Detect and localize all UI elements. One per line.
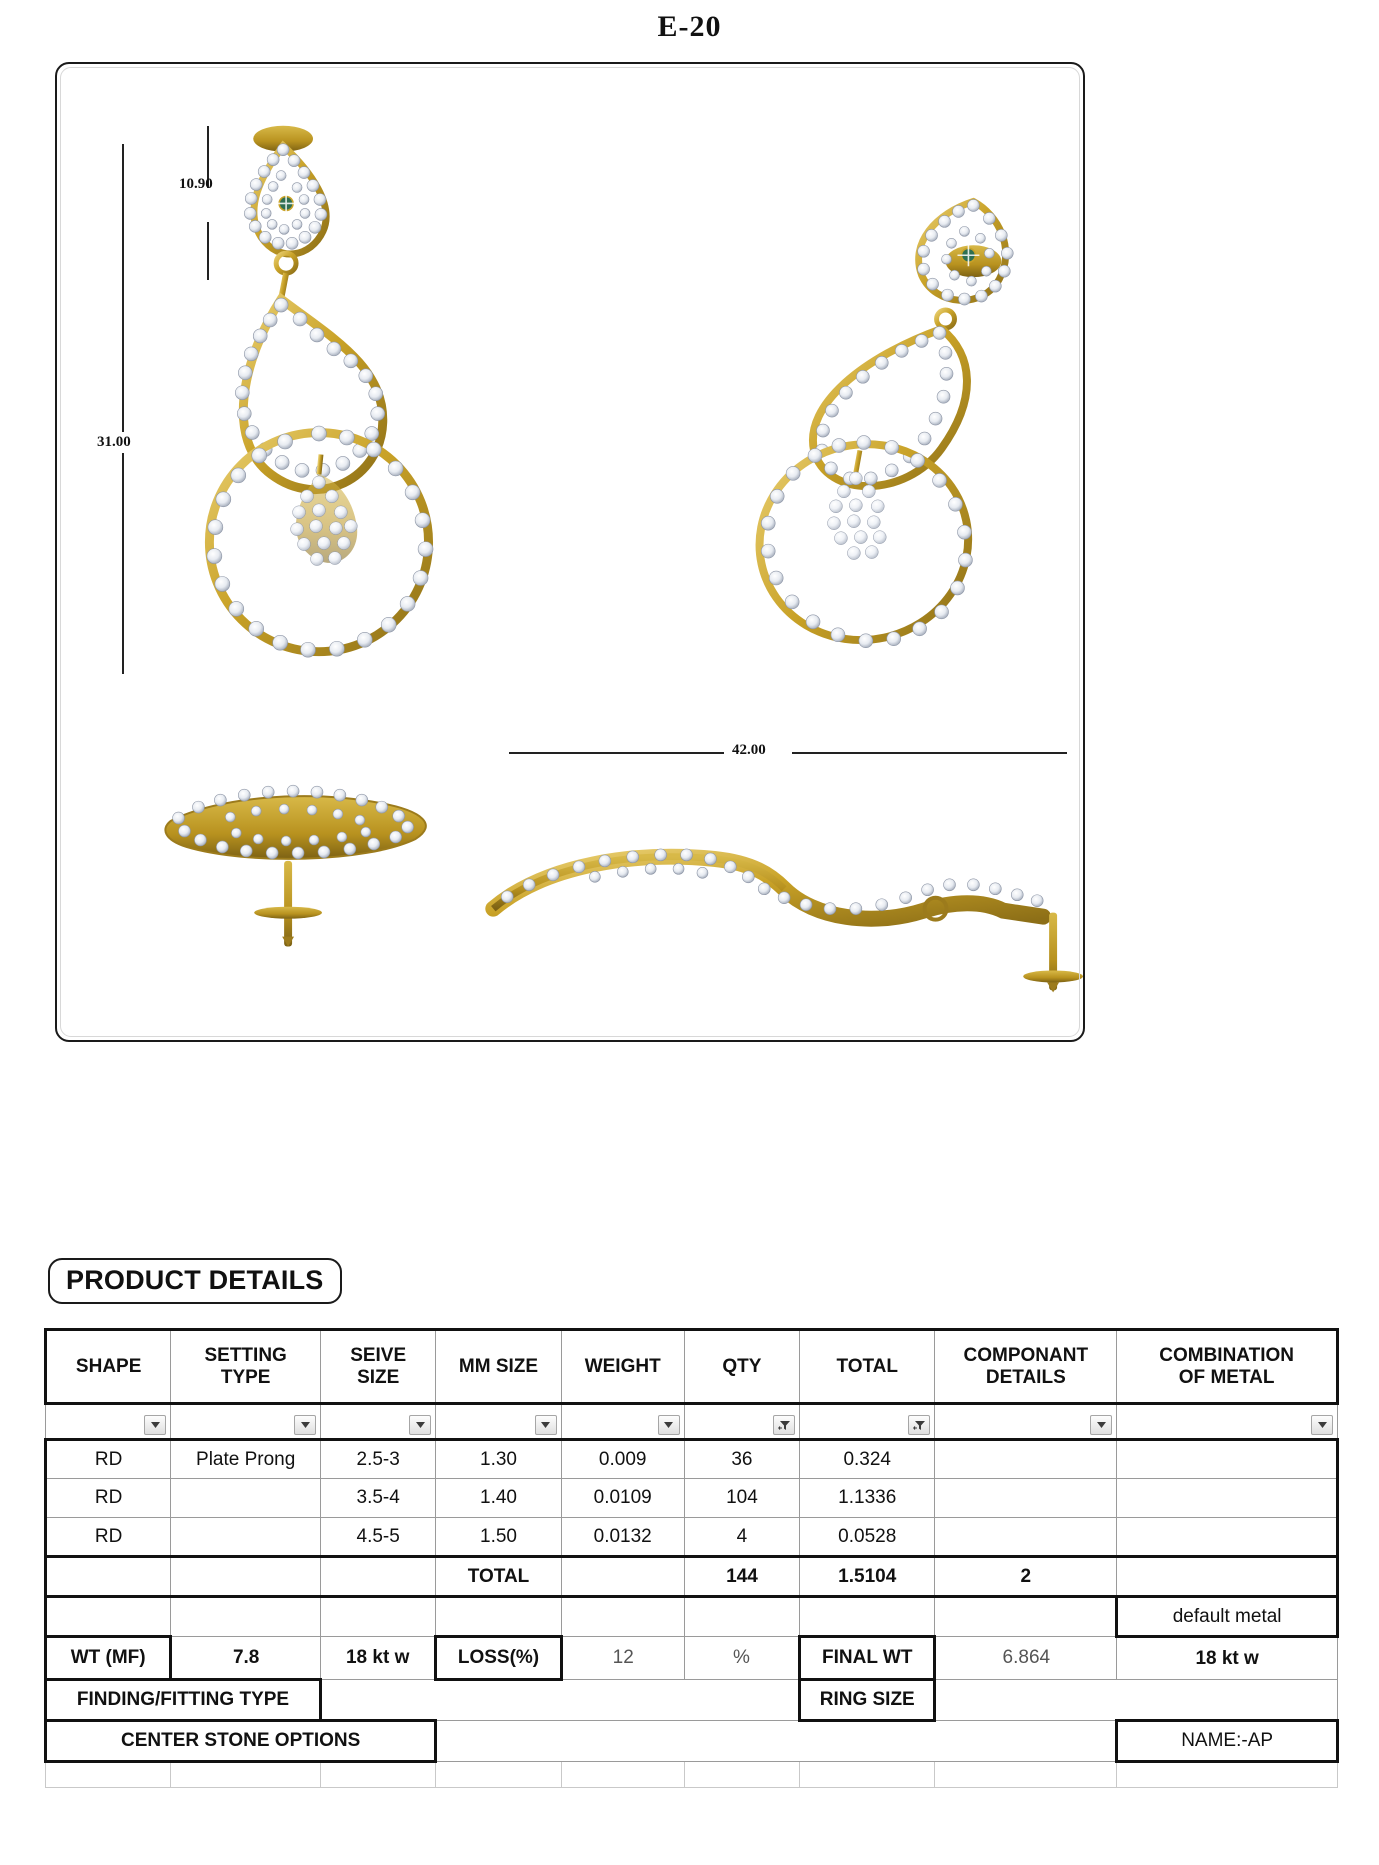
loss-label: LOSS(%) [436, 1637, 561, 1680]
final-wt-value: 6.864 [935, 1637, 1117, 1680]
total-cell-shape [46, 1557, 171, 1597]
default-metal-blank-2 [171, 1597, 321, 1637]
wt-mf-value: 7.8 [171, 1637, 321, 1680]
tail-cell-6 [684, 1762, 799, 1788]
cell-weight: 0.009 [561, 1440, 684, 1479]
col-header-combination-line1: COMBINATION [1159, 1345, 1294, 1367]
tail-cell-4 [436, 1762, 561, 1788]
default-metal-blank-5 [561, 1597, 684, 1637]
default-metal-note: default metal [1117, 1597, 1338, 1637]
product-details-table [44, 1328, 1339, 1788]
dimension-line-42-00-left [509, 752, 724, 754]
cell-total: 0.324 [800, 1440, 935, 1479]
col-header-componant-details-line2: DETAILS [985, 1366, 1066, 1388]
table-row [46, 1440, 1338, 1479]
default-metal-blank-6 [684, 1597, 799, 1637]
filter-dropdown-icon-weight[interactable] [658, 1415, 680, 1435]
col-header-setting-type [171, 1330, 321, 1404]
cell-shape: RD [46, 1518, 171, 1557]
ring-size-value[interactable] [935, 1680, 1338, 1721]
total-cell-setting-type [171, 1557, 321, 1597]
cell-combination-of-metal [1117, 1440, 1338, 1479]
col-header-total-line1: TOTAL [836, 1355, 899, 1377]
center-stone-value[interactable] [436, 1721, 1117, 1762]
total-cell-weight [561, 1557, 684, 1597]
filter-dropdown-icon-componant-details[interactable] [1090, 1415, 1112, 1435]
table-row [46, 1518, 1338, 1557]
drawing-frame [55, 62, 1085, 1042]
weight-row [46, 1637, 1338, 1680]
total-qty: 144 [684, 1557, 799, 1597]
ring-size-label: RING SIZE [800, 1680, 935, 1721]
cell-combination-of-metal [1117, 1518, 1338, 1557]
center-stone-label: CENTER STONE OPTIONS [46, 1721, 436, 1762]
cell-qty: 36 [684, 1440, 799, 1479]
filter-dropdown-icon-mm-size[interactable] [535, 1415, 557, 1435]
table-total-row [46, 1557, 1338, 1597]
col-header-mm-size [436, 1330, 561, 1404]
cell-combination-of-metal [1117, 1479, 1338, 1518]
loss-value: 12 [561, 1637, 684, 1680]
cell-shape: RD [46, 1440, 171, 1479]
dimension-label-31-00: 31.00 [94, 432, 134, 453]
final-wt-label: FINAL WT [800, 1637, 935, 1680]
tail-cell-1 [46, 1762, 171, 1788]
filter-cell-combination-of-metal[interactable] [1117, 1404, 1338, 1440]
default-metal-row [46, 1597, 1338, 1637]
table-header-row [46, 1330, 1338, 1404]
col-header-setting-type-line1: SETTING [204, 1345, 287, 1367]
col-header-combination-line2: OF METAL [1178, 1366, 1275, 1388]
cell-qty: 4 [684, 1518, 799, 1557]
filter-cell-total[interactable] [800, 1404, 935, 1440]
percent-symbol: % [684, 1637, 799, 1680]
cell-setting-type [171, 1518, 321, 1557]
col-header-weight [561, 1330, 684, 1404]
col-header-setting-type-line2: TYPE [220, 1366, 271, 1388]
filter-dropdown-icon-shape[interactable] [144, 1415, 166, 1435]
wt-mf-label: WT (MF) [46, 1637, 171, 1680]
tail-cell-9 [1117, 1762, 1338, 1788]
filter-cell-weight[interactable] [561, 1404, 684, 1440]
cell-componant-details [935, 1440, 1117, 1479]
col-header-combination-of-metal [1117, 1330, 1338, 1404]
cell-weight: 0.0109 [561, 1479, 684, 1518]
cell-setting-type [171, 1479, 321, 1518]
table-trailing-row [46, 1762, 1338, 1788]
col-header-qty [684, 1330, 799, 1404]
cell-qty: 104 [684, 1479, 799, 1518]
dimension-label-42-00: 42.00 [732, 742, 766, 758]
cell-weight: 0.0132 [561, 1518, 684, 1557]
default-metal-blank-3 [321, 1597, 436, 1637]
col-header-componant-details [935, 1330, 1117, 1404]
filter-cell-componant-details[interactable] [935, 1404, 1117, 1440]
filter-dropdown-icon-seive-size[interactable] [409, 1415, 431, 1435]
dimension-tick-10-90-lower [207, 222, 209, 280]
cell-componant-details [935, 1518, 1117, 1557]
col-header-seive-size-line2: SIZE [357, 1366, 400, 1388]
filter-dropdown-icon-combination-of-metal[interactable] [1311, 1415, 1333, 1435]
total-componant-details: 2 [935, 1557, 1117, 1597]
cell-seive-size: 4.5-5 [321, 1518, 436, 1557]
cell-mm-size: 1.40 [436, 1479, 561, 1518]
total-cell-seive-size [321, 1557, 436, 1597]
col-header-total [800, 1330, 935, 1404]
filter-applied-icon-qty[interactable] [773, 1415, 795, 1435]
col-header-seive-size-line1: SEIVE [350, 1345, 407, 1367]
col-header-mm-size-line1: MM SIZE [458, 1355, 539, 1377]
page-title: E-20 [657, 10, 722, 43]
tail-cell-3 [321, 1762, 436, 1788]
filter-applied-icon-total[interactable] [908, 1415, 930, 1435]
filter-cell-shape[interactable] [46, 1404, 171, 1440]
tail-cell-7 [800, 1762, 935, 1788]
col-header-qty-line1: QTY [722, 1355, 762, 1377]
filter-cell-mm-size[interactable] [436, 1404, 561, 1440]
finding-fitting-label: FINDING/FITTING TYPE [46, 1680, 321, 1721]
tail-cell-5 [561, 1762, 684, 1788]
filter-cell-qty[interactable] [684, 1404, 799, 1440]
dimension-label-10-90: 10.90 [179, 176, 213, 192]
total-total: 1.5104 [800, 1557, 935, 1597]
tail-cell-2 [171, 1762, 321, 1788]
product-details-table-wrapper [44, 1328, 1339, 1788]
cell-seive-size: 3.5-4 [321, 1479, 436, 1518]
cell-mm-size: 1.50 [436, 1518, 561, 1557]
filter-cell-setting-type[interactable] [171, 1404, 321, 1440]
name-field: NAME:-AP [1117, 1721, 1338, 1762]
cell-seive-size: 2.5-3 [321, 1440, 436, 1479]
total-label: TOTAL [436, 1557, 561, 1597]
dimension-line-42-00-right [792, 752, 1067, 754]
tail-cell-8 [935, 1762, 1117, 1788]
cell-componant-details [935, 1479, 1117, 1518]
cell-mm-size: 1.30 [436, 1440, 561, 1479]
table-row [46, 1479, 1338, 1518]
cell-shape: RD [46, 1479, 171, 1518]
center-stone-row [46, 1721, 1338, 1762]
filter-cell-seive-size[interactable] [321, 1404, 436, 1440]
total-combination-of-metal [1117, 1557, 1338, 1597]
combination-metal-value: 18 kt w [1117, 1637, 1338, 1680]
col-header-weight-line1: WEIGHT [584, 1355, 661, 1377]
dimension-line-31-00 [122, 144, 124, 674]
default-metal-blank-8 [935, 1597, 1117, 1637]
cell-setting-type: Plate Prong [171, 1440, 321, 1479]
default-metal-blank-7 [800, 1597, 935, 1637]
finding-fitting-row [46, 1680, 1338, 1721]
cell-total: 0.0528 [800, 1518, 935, 1557]
jewelry-rendering [57, 64, 1083, 1040]
col-header-shape-line1: SHAPE [75, 1355, 142, 1377]
default-metal-blank-1 [46, 1597, 171, 1637]
filter-dropdown-icon-setting-type[interactable] [294, 1415, 316, 1435]
product-details-heading: PRODUCT DETAILS [48, 1258, 342, 1304]
wt-metal: 18 kt w [321, 1637, 436, 1680]
finding-fitting-value[interactable] [321, 1680, 800, 1721]
col-header-shape [46, 1330, 171, 1404]
table-filter-row [46, 1404, 1338, 1440]
col-header-componant-details-line1: COMPONANT [963, 1345, 1089, 1367]
default-metal-blank-4 [436, 1597, 561, 1637]
cell-total: 1.1336 [800, 1479, 935, 1518]
col-header-seive-size [321, 1330, 436, 1404]
